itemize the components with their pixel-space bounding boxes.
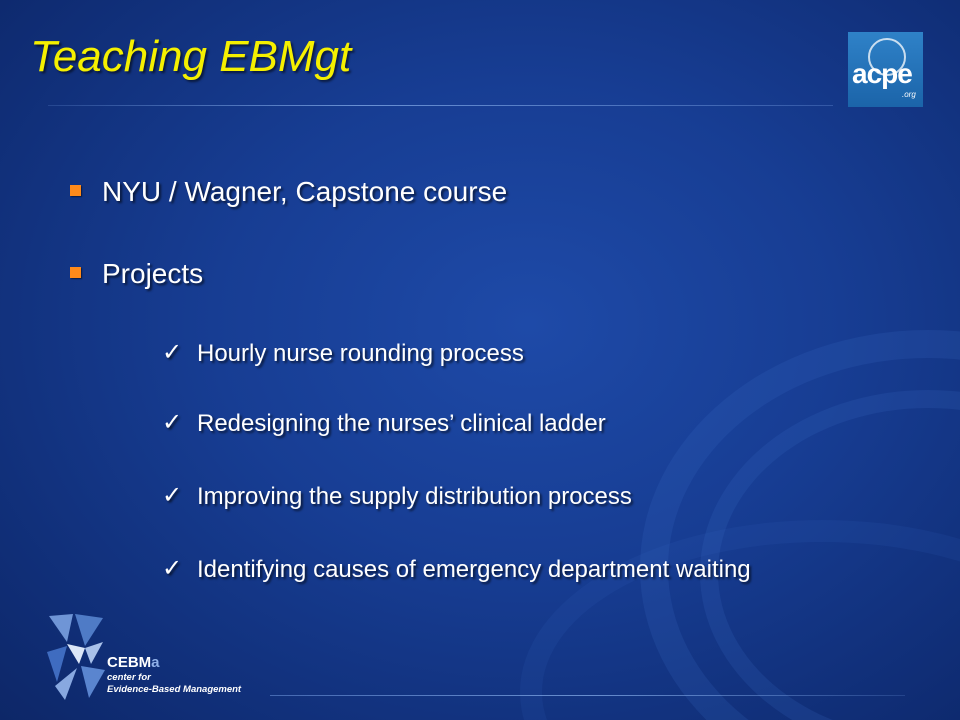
checkmark-icon: ✓ [162,554,183,582]
cebma-logo-line2: Evidence-Based Management [107,684,242,695]
sub-bullet-text: Hourly nurse rounding process [197,340,524,367]
cebma-logo [45,612,285,707]
slide-title: Teaching EBMgt [30,32,352,81]
cebma-logo-name-accent: a [151,654,160,671]
acpe-logo-suffix: .org [902,90,916,99]
square-bullet-icon [70,185,81,196]
cebma-logo-name-main: CEBM [107,654,152,671]
acpe-logo [848,32,923,107]
sub-bullet-text: Improving the supply distribution process [197,483,632,510]
background-swirl [520,520,960,720]
checkmark-icon: ✓ [162,481,183,509]
checkmark-icon: ✓ [162,338,183,366]
bullet-text: NYU / Wagner, Capstone course [102,176,508,207]
acpe-logo-word: acpe [852,58,912,89]
checkmark-icon: ✓ [162,408,183,436]
sub-bullet-text: Identifying causes of emergency department waiting [197,556,751,583]
sub-bullet-text: Redesigning the nurses’ clinical ladder [197,410,606,437]
cebma-logo-line1: center for [107,672,151,683]
cebma-star-icon [45,612,107,702]
cebma-logo-name [107,654,160,671]
footer-divider [270,695,905,696]
cebma-logo-subtitle [107,672,241,696]
title-divider [48,105,833,106]
bullet-text: Projects [102,258,204,289]
square-bullet-icon [70,267,81,278]
